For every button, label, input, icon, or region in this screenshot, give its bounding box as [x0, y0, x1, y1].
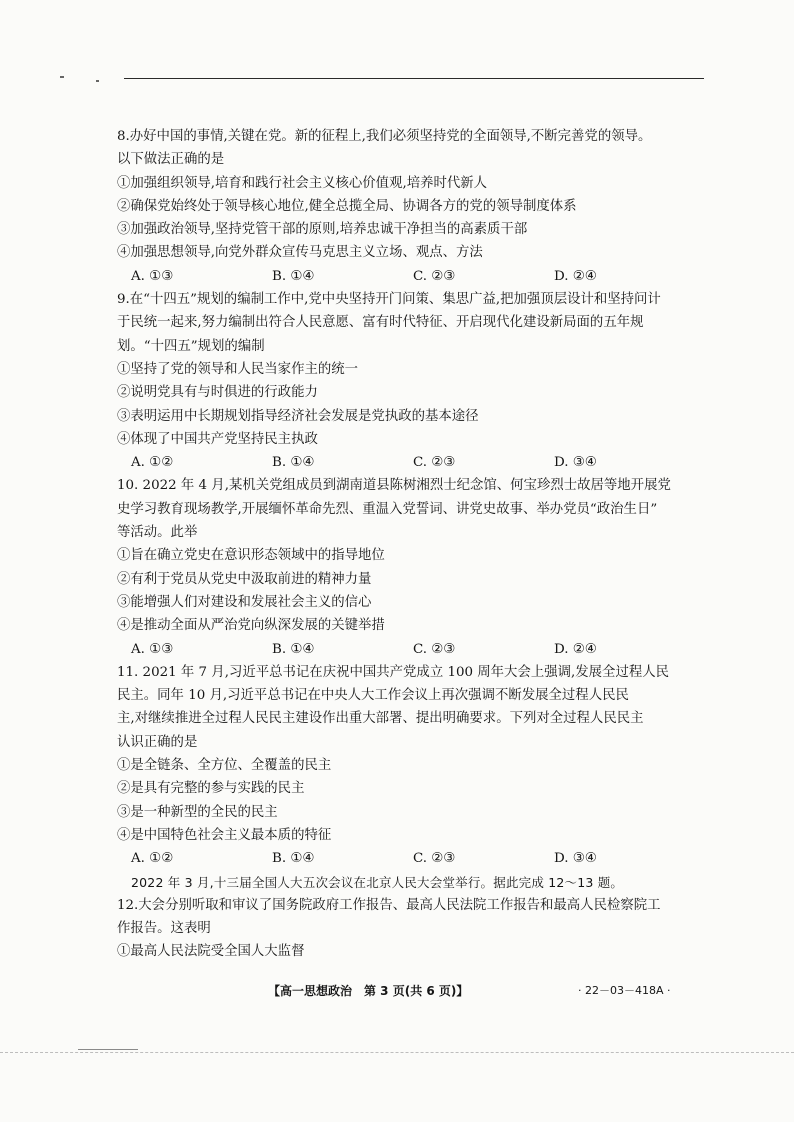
scan-edge-mark [78, 1049, 138, 1050]
question-stem: 于民统一起来,努力编制出符合人民意愿、富有时代特征、开启现代化建设新局面的五年规 [117, 315, 644, 331]
material-intro: 2022 年 3 月,十三届全国人大五次会议在北京人民大会堂举行。据此完成 12～13 题。 [131, 874, 624, 890]
question-stem: 等活动。此举 [117, 525, 198, 541]
choice-b: B. ①④ [272, 641, 315, 657]
statement-option: ②有利于党员从党史中汲取前进的精神力量 [117, 571, 372, 587]
question-stem: 8.办好中国的事情,关键在党。新的征程上,我们必须坚持党的全面领导,不断完善党的领导。 [117, 129, 652, 144]
page-footer [0, 980, 794, 1002]
question-stem: 9.在“十四五”规划的编制工作中,党中央坚持开门问策、集思广益,把加强顶层设计和坚持问计 [117, 292, 661, 308]
choice-c: C. ②③ [413, 641, 456, 657]
top-rule [124, 78, 704, 79]
question-stem: 10. 2022 年 4 月,某机关党组成员到湖南道县陈树湘烈士纪念馆、何宝珍烈士故居等地开展党 [117, 478, 671, 494]
statement-option: ①最高人民法院受全国人大监督 [117, 944, 305, 960]
scan-speck [96, 80, 99, 82]
choice-b: B. ①④ [272, 455, 315, 471]
choice-b: B. ①④ [272, 268, 315, 284]
footer-page-info: 【高一思想政治 第 3 页(共 6 页)】 [268, 984, 469, 998]
statement-option: ①旨在确立党史在意识形态领域中的指导地位 [117, 548, 385, 564]
question-10 [117, 474, 697, 660]
statement-option: ③是一种新型的全民的民主 [117, 804, 278, 820]
footer-code: · 22－03－418A · [578, 984, 671, 997]
statement-option: ②确保党始终处于领导核心地位,健全总揽全局、协调各方的党的领导制度体系 [117, 198, 577, 214]
statement-option: ①是全链条、全方位、全覆盖的民主 [117, 758, 332, 774]
choice-c: C. ②③ [413, 268, 456, 284]
answer-choices [117, 451, 697, 474]
choice-c: C. ②③ [413, 851, 456, 867]
question-content [117, 125, 697, 964]
question-stem: 划。“十四五”规划的编制 [117, 338, 265, 354]
question-stem: 以下做法正确的是 [117, 152, 225, 168]
choice-d: D. ②④ [554, 641, 597, 657]
statement-option: ②说明党具有与时俱进的行政能力 [117, 385, 318, 401]
question-stem: 史学习教育现场教学,开展缅怀革命先烈、重温入党誓词、讲党史故事、举办党员“政治生日” [117, 501, 658, 517]
choice-b: B. ①④ [272, 851, 315, 867]
choice-d: D. ③④ [554, 851, 597, 867]
statement-option: ①坚持了党的领导和人民当家作主的统一 [117, 361, 359, 377]
statement-option: ②是具有完整的参与实践的民主 [117, 781, 305, 797]
question-stem: 作报告。这表明 [117, 921, 211, 937]
question-stem: 认识正确的是 [117, 734, 198, 750]
choice-a: A. ①③ [131, 268, 174, 284]
question-12 [117, 894, 697, 964]
statement-option: ①加强组织领导,培育和践行社会主义核心价值观,培养时代新人 [117, 175, 488, 191]
question-11 [117, 661, 697, 871]
question-stem: 主,对继续推进全过程人民民主建设作出重大部署、提出明确要求。下列对全过程人民民主 [117, 711, 644, 727]
scan-edge-line [0, 1052, 794, 1053]
statement-option: ③能增强人们对建设和发展社会主义的信心 [117, 594, 372, 610]
question-stem: 民主。同年 10 月,习近平总书记在中央人大工作会议上再次强调不断发展全过程人民民 [117, 688, 629, 704]
choice-d: D. ②④ [554, 268, 597, 284]
question-8 [117, 125, 697, 288]
question-stem: 12.大会分别听取和审议了国务院政府工作报告、最高人民法院工作报告和最高人民检察院工 [117, 897, 661, 913]
choice-a: A. ①③ [131, 641, 174, 657]
choice-a: A. ①② [131, 455, 174, 471]
statement-option: ③表明运用中长期规划指导经济社会发展是党执政的基本途径 [117, 408, 479, 424]
statement-option: ④加强思想领导,向党外群众宣传马克思主义立场、观点、方法 [117, 245, 483, 261]
choice-d: D. ③④ [554, 455, 597, 471]
answer-choices [117, 638, 697, 661]
question-stem: 11. 2021 年 7 月,习近平总书记在庆祝中国共产党成立 100 周年大会上强调,发展全过程人民 [117, 664, 670, 680]
statement-option: ④是推动全面从严治党向纵深发展的关键举措 [117, 618, 385, 634]
choice-a: A. ①② [131, 851, 174, 867]
question-9 [117, 288, 697, 474]
answer-choices [117, 265, 697, 288]
scan-speck [60, 76, 64, 78]
answer-choices [117, 847, 697, 870]
statement-option: ④体现了中国共产党坚持民主执政 [117, 431, 318, 447]
statement-option: ③加强政治领导,坚持党管干部的原则,培养忠诚干净担当的高素质干部 [117, 222, 528, 238]
choice-c: C. ②③ [413, 455, 456, 471]
statement-option: ④是中国特色社会主义最本质的特征 [117, 827, 332, 843]
